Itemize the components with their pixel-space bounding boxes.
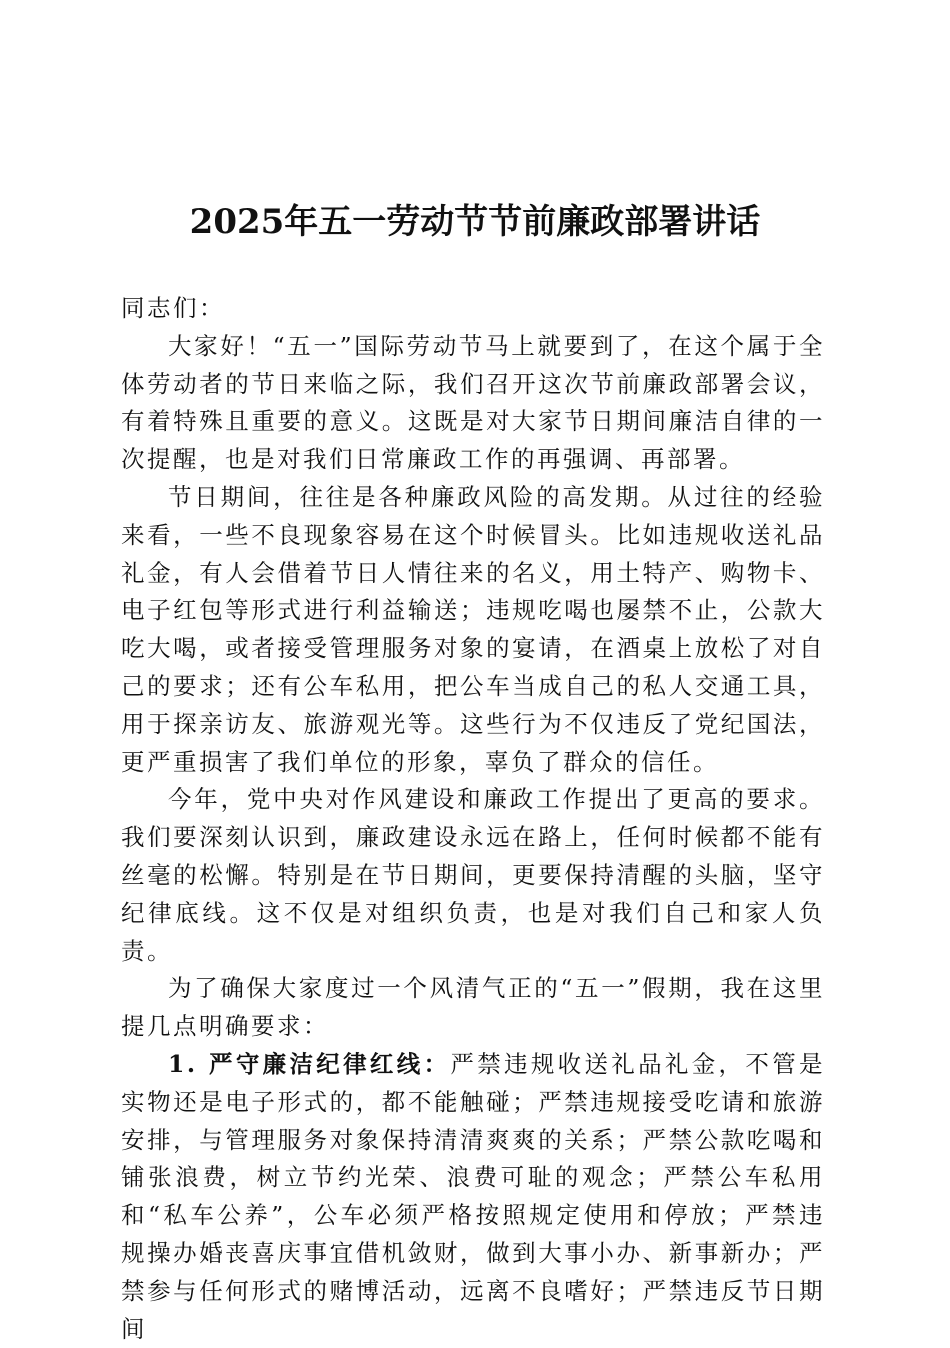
paragraph-requirements-context: 今年，党中央对作风建设和廉政工作提出了更高的要求。我们要深刻认识到，廉政建设永远在路上，任何时候都不能有丝毫的松懈。特别是在节日期间，更要保持清醒的头脑，坚守纪律底线。这不仅是对组织负责，也是对我们自己和家人负责。 xyxy=(121,785,825,965)
point-1 xyxy=(121,1046,825,1348)
paragraph-greeting: 大家好！“五一”国际劳动节马上就要到了，在这个属于全体劳动者的节日来临之际，我们召开这次节前廉政部署会议，有着特殊且重要的意义。这既是对大家节日期间廉洁自律的一次提醒，也是对我们日常廉政工作的再强调、再部署。 xyxy=(121,331,825,474)
paragraph-intro-points: 为了确保大家度过一个风清气正的“五一”假期，我在这里提几点明确要求： xyxy=(121,974,825,1041)
salutation: 同志们： xyxy=(121,294,225,322)
document-title: 2025年五一劳动节节前廉政部署讲话 xyxy=(189,202,761,242)
document-body xyxy=(121,290,825,1348)
point-1-text: 严禁违规收送礼品礼金，不管是实物还是电子形式的，都不能触碰；严禁违规接受吃请和旅游安排，与管理服务对象保持清清爽爽的关系；严禁公款吃喝和铺张浪费，树立节约光荣、浪费可耻的观念；严禁公车私用和“私车公养”，公车必须严格按照规定使用和停放；严禁违规操办婚丧喜庆事宜借机敛财，做到大事小办、新事新办；严禁参与任何形式的赌博活动，远离不良嗜好；严禁违反节日期间 xyxy=(121,1049,826,1343)
paragraph-risks: 节日期间，往往是各种廉政风险的高发期。从过往的经验来看，一些不良现象容易在这个时候冒头。比如违规收送礼品礼金，有人会借着节日人情往来的名义，用土特产、购物卡、电子红包等形式进行利益输送；违规吃喝也屡禁不止，公款大吃大喝，或者接受管理服务对象的宴请，在酒桌上放松了对自己的要求；还有公车私用，把公车当成自己的私人交通工具，用于探亲访友、旅游观光等。这些行为不仅违反了党纪国法，更严重损害了我们单位的形象，辜负了群众的信任。 xyxy=(121,482,825,776)
point-1-heading: 1. 严守廉洁纪律红线： xyxy=(168,1049,451,1078)
